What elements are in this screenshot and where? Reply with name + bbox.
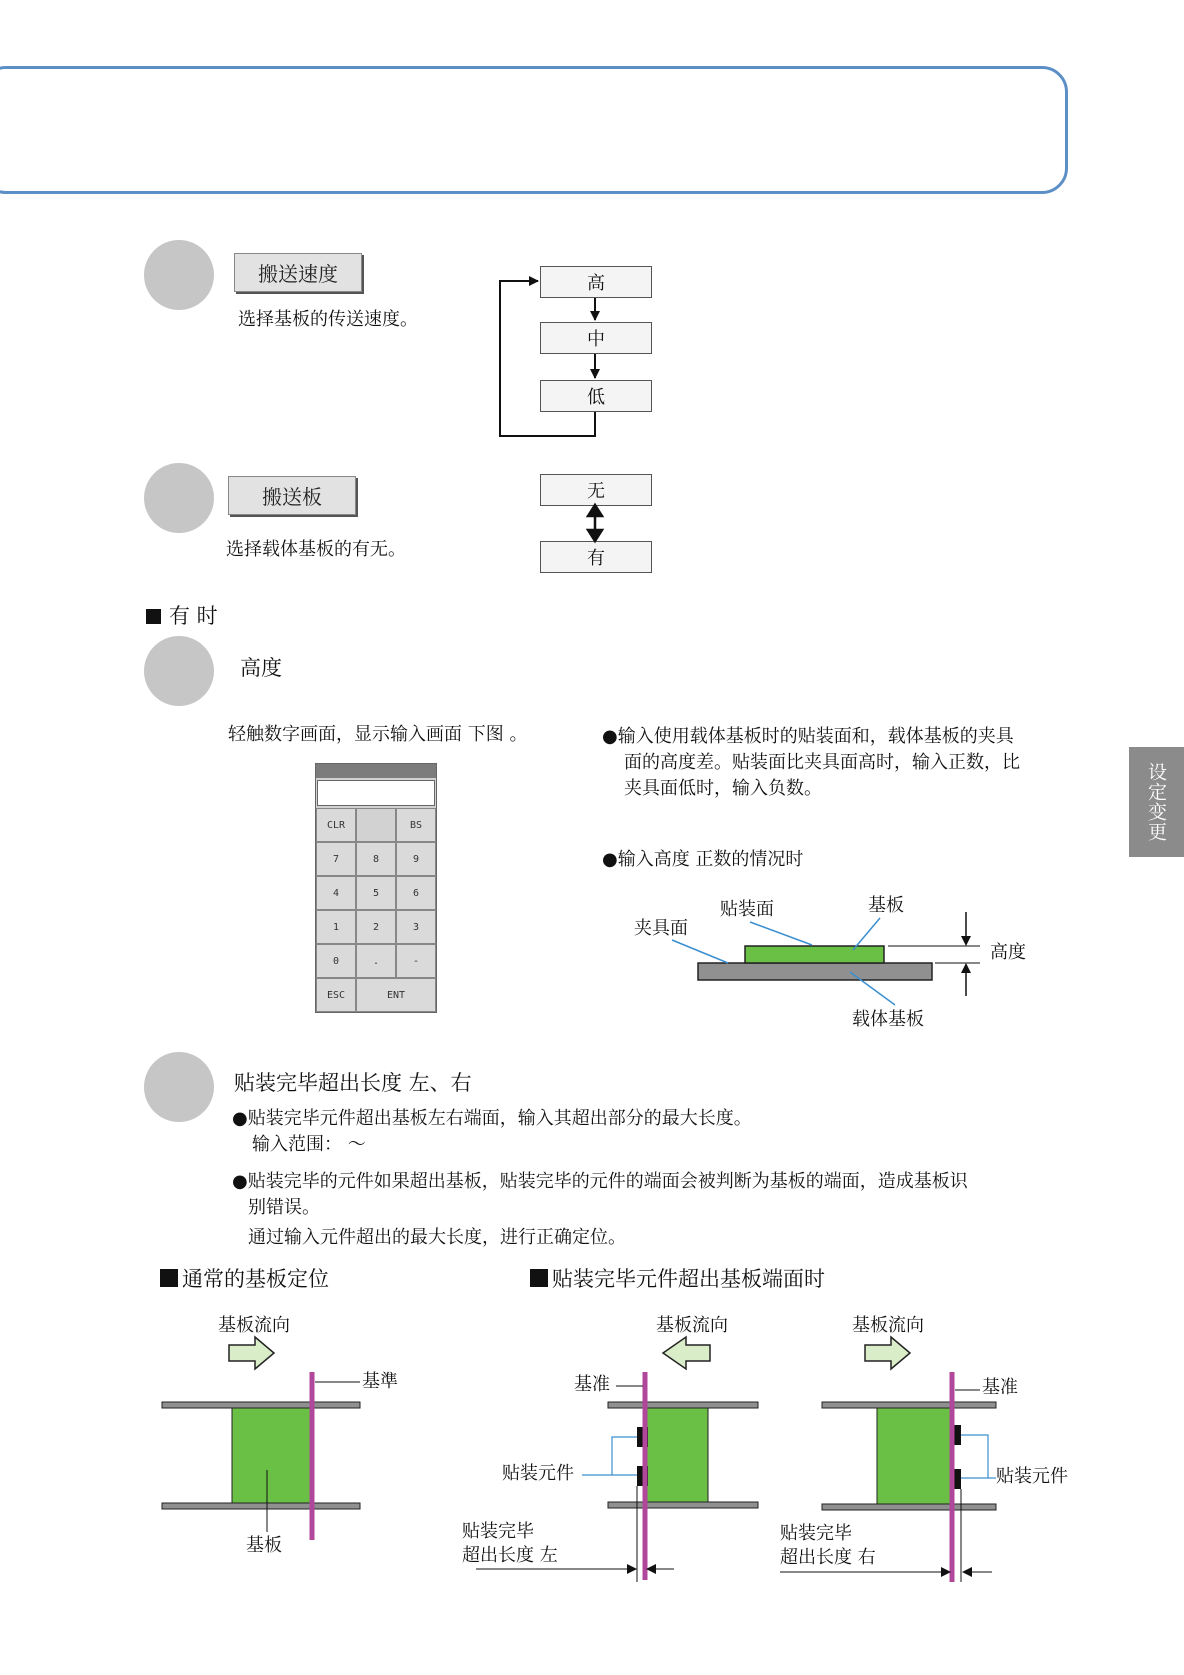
speed-option-high: 高 (540, 266, 652, 298)
label-height: 高度 (990, 942, 1026, 963)
normal-positioning-diagram (162, 1337, 360, 1540)
board-label: 基板 (246, 1535, 282, 1556)
label-board: 基板 (868, 895, 904, 916)
ref-label-normal: 基準 (362, 1371, 398, 1392)
overhang-right-diagram (780, 1337, 996, 1582)
overhang-line-4: 通过输入元件超出的最大长度，进行正确定位。 (248, 1227, 626, 1248)
key-esc[interactable]: ESC (316, 978, 356, 1012)
key-5[interactable]: 5 (356, 876, 396, 910)
key-8[interactable]: 8 (356, 842, 396, 876)
height-diagram (672, 912, 980, 1005)
flow-arrow-left-icon (663, 1337, 710, 1369)
tap-numeric-text: 轻触数字画面，显示输入画面 下图 。 (228, 724, 528, 745)
normal-positioning-label: 通常的基板定位 (182, 1267, 329, 1291)
label-mount-face: 贴装面 (720, 899, 774, 920)
overhang-right-l2: 超出长度 右 (780, 1547, 876, 1568)
key-1[interactable]: 1 (316, 910, 356, 944)
component-label-left: 贴装元件 (502, 1463, 574, 1484)
key-bs[interactable]: BS (396, 808, 436, 842)
label-fixture-face: 夹具面 (634, 918, 688, 939)
ref-label-right: 基准 (982, 1377, 1018, 1398)
flow-label-3: 基板流向 (852, 1315, 924, 1336)
carrier-board-desc: 选择载体基板的有无。 (226, 539, 406, 560)
side-tab-settings-change[interactable]: 设定变更 (1129, 747, 1184, 857)
carrier-board-button[interactable]: 搬送板 (228, 476, 356, 515)
overhang-right-l1: 贴装完毕 (780, 1523, 852, 1544)
speed-cycle-arrows (500, 281, 595, 436)
key-clr[interactable]: CLR (316, 808, 356, 842)
height-note-2: ●输入高度 正数的情况时 (602, 849, 804, 870)
speed-option-low: 低 (540, 380, 652, 412)
height-title: 高度 (240, 656, 282, 680)
key-minus[interactable]: - (396, 944, 436, 978)
flow-arrow-right-icon (865, 1337, 910, 1369)
overhang-title: 贴装完毕超出长度 左、右 (234, 1071, 472, 1095)
component-label-right: 贴装元件 (996, 1466, 1068, 1487)
key-7[interactable]: 7 (316, 842, 356, 876)
overhang-line-3a: ●贴装完毕的元件如果超出基板，贴装完毕的元件的端面会被判断为基板的端面，造成基板识 (232, 1171, 968, 1192)
transport-speed-desc: 选择基板的传送速度。 (238, 309, 418, 330)
flow-label-1: 基板流向 (218, 1315, 290, 1336)
carrier-option-none: 无 (540, 474, 652, 506)
speed-option-mid: 中 (540, 322, 652, 354)
key-6[interactable]: 6 (396, 876, 436, 910)
section-when-yes-label: 有 时 (169, 604, 218, 628)
key-9[interactable]: 9 (396, 842, 436, 876)
height-note-line: ●输入使用载体基板时的贴装面和，载体基板的夹具 (602, 726, 1014, 747)
label-carrier-board: 载体基板 (852, 1009, 924, 1030)
ref-label-left: 基准 (574, 1374, 610, 1395)
carrier-toggle-arrow (588, 505, 602, 541)
overhang-line-3b: 别错误。 (248, 1197, 320, 1218)
height-note-line: 面的高度差。贴装面比夹具面高时，输入正数，比 (624, 752, 1020, 773)
key-0[interactable]: 0 (316, 944, 356, 978)
key-ent[interactable]: ENT (356, 978, 436, 1012)
key-3[interactable]: 3 (396, 910, 436, 944)
carrier-option-yes: 有 (540, 541, 652, 573)
overhang-range: 输入范围： ～ (252, 1134, 366, 1155)
key-2[interactable]: 2 (356, 910, 396, 944)
overhang-left-l2: 超出长度 左 (462, 1545, 558, 1566)
height-note-line: 夹具面低时，输入负数。 (624, 778, 822, 799)
flow-label-2: 基板流向 (656, 1315, 728, 1336)
transport-speed-button[interactable]: 搬送速度 (234, 253, 362, 292)
overhang-line-1: ●贴装完毕元件超出基板左右端面，输入其超出部分的最大长度。 (232, 1108, 752, 1129)
overhang-left-diagram (476, 1337, 758, 1582)
key-4[interactable]: 4 (316, 876, 356, 910)
overhang-left-l1: 贴装完毕 (462, 1521, 534, 1542)
flow-arrow-right-icon (229, 1337, 274, 1369)
key-dot[interactable]: . (356, 944, 396, 978)
overhang-positioning-label: 贴装完毕元件超出基板端面时 (552, 1267, 825, 1291)
